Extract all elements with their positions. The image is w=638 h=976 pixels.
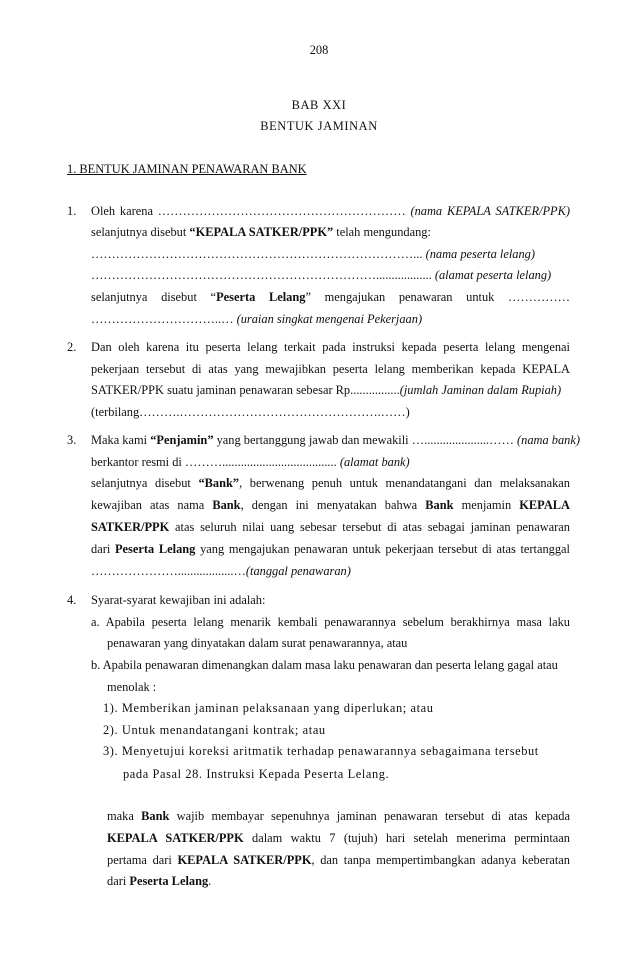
item-2-number: 2. (67, 340, 77, 354)
item-1-line-2: selanjutnya disebut “KEPALA SATKER/PPK” telah mengundang: (91, 225, 431, 239)
condition-a-line-1: a. Apabila peserta lelang menarik kembali penawarannya sebelum berakhirnya masa laku (91, 615, 570, 629)
item-3-line-3: selanjutnya disebut “Bank”, berwenang penuh untuk menandatangani dan melaksanakan (91, 476, 570, 490)
item-3-number: 3. (67, 433, 77, 447)
item-3-line-4: kewajiban atas nama Bank, dengan ini menyatakan bahwa Bank menjamin KEPALA (91, 498, 570, 512)
item-3-line-7: …………………..................…(tanggal penawaran) (91, 564, 351, 578)
page-number: 208 (309, 43, 329, 57)
sub-condition-3: 3). Menyetujui koreksi aritmatik terhadap penawarannya sebagaimana tersebut (103, 744, 539, 758)
condition-b-line-2: menolak : (107, 680, 157, 694)
item-1-line-4: …………………………………………………………….................. (alamat peserta lelang) (91, 268, 552, 282)
item-3-line-2: berkantor resmi di ………..................................... (alamat bank) (91, 455, 410, 469)
item-1-number: 1. (67, 204, 77, 218)
item-1-line-6: …………………………..… (uraian singkat mengenai Pekerjaan) (91, 312, 423, 326)
item-3-line-1: Maka kami “Penjamin” yang bertanggung jawab dan mewakili ….....................…… (nama bank) (91, 433, 581, 447)
item-2-line-4: (terbilang……….………………………………………….……) (91, 405, 410, 419)
chapter-title: BENTUK JAMINAN (260, 119, 378, 133)
obligation-line-2: KEPALA SATKER/PPK dalam waktu 7 (tujuh) hari setelah menerima permintaan (107, 831, 570, 845)
sub-condition-1: 1). Memberikan jaminan pelaksanaan yang diperlukan; atau (103, 701, 434, 715)
item-1-line-5: selanjutnya disebut “Peserta Lelang” mengajukan penawaran untuk …………… (91, 290, 571, 304)
condition-a-line-2: penawaran yang dinyatakan dalam surat penawarannya, atau (107, 636, 408, 650)
chapter-number: BAB XXI (291, 98, 347, 112)
obligation-line-3: pertama dari KEPALA SATKER/PPK, dan tanpa mempertimbangkan adanya keberatan (107, 853, 570, 867)
obligation-line-4: dari Peserta Lelang. (107, 874, 212, 888)
item-2-line-3: SATKER/PPK suatu jaminan penawaran sebesar Rp................(jumlah Jaminan dalam Rupiah) (91, 383, 562, 397)
item-4-number: 4. (67, 593, 77, 607)
item-3-line-6: dari Peserta Lelang yang mengajukan penawaran untuk pekerjaan tersebut di atas tertanggal (91, 542, 571, 556)
obligation-line-1: maka Bank wajib membayar sepenuhnya jaminan penawaran tersebut di atas kepada (107, 809, 570, 823)
section-heading: 1. BENTUK JAMINAN PENAWARAN BANK (67, 162, 307, 176)
item-3-line-5: SATKER/PPK atas seluruh nilai uang sebesar tersebut di atas sebagai jaminan penawaran (91, 520, 570, 534)
sub-condition-3-continued: pada Pasal 28. Instruksi Kepada Peserta Lelang. (123, 767, 390, 781)
item-1-line-3: ……………………………………………………………………... (nama peserta lelang) (91, 247, 535, 261)
item-4-line-1: Syarat-syarat kewajiban ini adalah: (91, 593, 266, 607)
item-2-line-1: Dan oleh karena itu peserta lelang terkait pada instruksi kepada peserta lelang mengenai (91, 340, 570, 354)
condition-b-line-1: b. Apabila penawaran dimenangkan dalam masa laku penawaran dan peserta lelang gagal atau (91, 658, 558, 672)
item-2-line-2: pekerjaan tersebut di atas yang mewajibkan peserta lelang memberikan kepada KEPALA (91, 362, 570, 376)
sub-condition-2: 2). Untuk menandatangani kontrak; atau (103, 723, 326, 737)
item-1-line-1: Oleh karena …………………………………………………… (nama KEPALA SATKER/PPK) (91, 204, 570, 218)
